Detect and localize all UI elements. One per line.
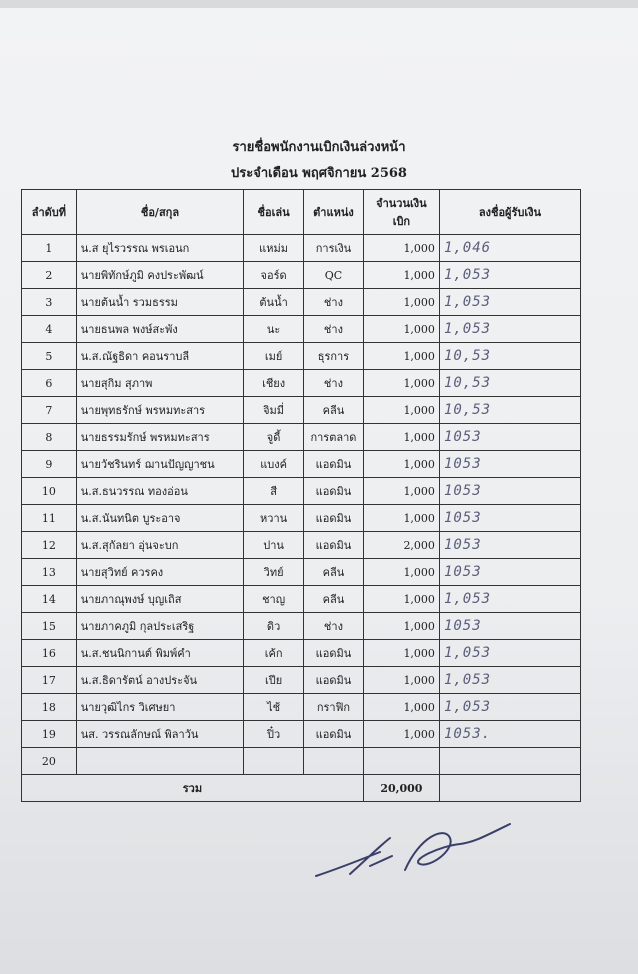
row-number: 2: [22, 262, 77, 289]
employee-name: น.ส.ธิดารัตน์ อางประจัน: [76, 667, 243, 694]
employee-name: น.ส.สุกัลยา อุ่นจะบก: [76, 532, 243, 559]
row-number: 17: [22, 667, 77, 694]
advance-amount: [363, 748, 439, 775]
employee-nickname: หวาน: [244, 505, 304, 532]
employee-name: น.ส.ณัฐธิดา คอนราบลี: [76, 343, 243, 370]
employee-position: แอดมิน: [304, 532, 364, 559]
recipient-signature: 1,053: [439, 694, 580, 721]
row-number: 5: [22, 343, 77, 370]
employee-nickname: วิทย์: [244, 559, 304, 586]
recipient-signature: 10,53: [439, 343, 580, 370]
employee-name: นายวัชรินทร์ ฌานปัญญาชน: [76, 451, 243, 478]
recipient-signature: 1,053: [439, 586, 580, 613]
advance-amount: 1,000: [363, 586, 439, 613]
employee-name: น.ส.ธนวรรณ ทองอ่อน: [76, 478, 243, 505]
employee-position: แอดมิน: [304, 478, 364, 505]
employee-nickname: จิมมี่: [244, 397, 304, 424]
advance-amount: 1,000: [363, 424, 439, 451]
table-row: [22, 559, 581, 586]
recipient-signature: 1053: [439, 478, 580, 505]
employee-position: การเงิน: [304, 235, 364, 262]
advance-amount: 1,000: [363, 613, 439, 640]
employee-nickname: เมย์: [244, 343, 304, 370]
employee-position: คลีน: [304, 586, 364, 613]
header-nickname: ชื่อเล่น: [244, 190, 304, 235]
employee-nickname: สี: [244, 478, 304, 505]
row-number: 6: [22, 370, 77, 397]
advance-amount: 1,000: [363, 694, 439, 721]
employee-position: QC: [304, 262, 364, 289]
recipient-signature: [439, 748, 580, 775]
advance-amount: 1,000: [363, 451, 439, 478]
employee-position: แอดมิน: [304, 451, 364, 478]
row-number: 3: [22, 289, 77, 316]
table-row: [22, 262, 581, 289]
employee-name: นายวุฒิไกร วิเศษยา: [76, 694, 243, 721]
employee-position: ช่าง: [304, 613, 364, 640]
advance-amount: 1,000: [363, 667, 439, 694]
row-number: 20: [22, 748, 77, 775]
table-row: [22, 586, 581, 613]
employee-nickname: เชียง: [244, 370, 304, 397]
table-row: [22, 424, 581, 451]
table-row: [22, 451, 581, 478]
recipient-signature: 1053: [439, 505, 580, 532]
table-row: [22, 694, 581, 721]
table-row: [22, 478, 581, 505]
table-row: [22, 721, 581, 748]
employee-nickname: ต้นน้ำ: [244, 289, 304, 316]
table-row: [22, 397, 581, 424]
recipient-signature: 10,53: [439, 370, 580, 397]
row-number: 8: [22, 424, 77, 451]
recipient-signature: 1,053: [439, 640, 580, 667]
table-row: [22, 748, 581, 775]
table-row: [22, 235, 581, 262]
table-row: [22, 613, 581, 640]
employee-name: นายสุวิทย์ ควรคง: [76, 559, 243, 586]
employee-nickname: ชาญ: [244, 586, 304, 613]
employee-position: แอดมิน: [304, 721, 364, 748]
row-number: 9: [22, 451, 77, 478]
total-row: [22, 775, 581, 802]
employee-nickname: [244, 748, 304, 775]
document-title: รายชื่อพนักงานเบิกเงินล่วงหน้า: [232, 140, 406, 155]
employee-position: ช่าง: [304, 370, 364, 397]
employee-nickname: ปิ๋ว: [244, 721, 304, 748]
employee-position: คลีน: [304, 559, 364, 586]
table-row: [22, 289, 581, 316]
employee-name: นายสุกิม สุภาพ: [76, 370, 243, 397]
total-amount: 20,000: [363, 775, 439, 802]
employee-position: [304, 748, 364, 775]
recipient-signature: 1053: [439, 559, 580, 586]
header-position: ตำแหน่ง: [304, 190, 364, 235]
table-row: [22, 343, 581, 370]
employee-name: นายธนพล พงษ์สะพัง: [76, 316, 243, 343]
header-amount: จำนวนเงินเบิก: [363, 190, 439, 235]
employee-nickname: แหม่ม: [244, 235, 304, 262]
recipient-signature: 1,053: [439, 262, 580, 289]
advance-amount: 1,000: [363, 721, 439, 748]
paper-sheet: [0, 8, 638, 974]
employee-name: น.ส.นันทนิต บูระอาจ: [76, 505, 243, 532]
advance-amount: 1,000: [363, 289, 439, 316]
total-signature-cell: [439, 775, 580, 802]
recipient-signature: 1,053: [439, 289, 580, 316]
advance-amount: 2,000: [363, 532, 439, 559]
header-name: ชื่อ/สกุล: [76, 190, 243, 235]
recipient-signature: 1053: [439, 532, 580, 559]
recipient-signature: 1,046: [439, 235, 580, 262]
employee-name: นายภาณุพงษ์ บุญเถิส: [76, 586, 243, 613]
employee-position: ธุรการ: [304, 343, 364, 370]
row-number: 12: [22, 532, 77, 559]
employee-name: น.ส.ชนนิกานต์ พิมพ์คำ: [76, 640, 243, 667]
row-number: 1: [22, 235, 77, 262]
row-number: 14: [22, 586, 77, 613]
employee-position: คลีน: [304, 397, 364, 424]
employee-name: นายภาคภูมิ กุลประเสริฐ: [76, 613, 243, 640]
employee-name: นส. วรรณลักษณ์ พิลาวัน: [76, 721, 243, 748]
employee-position: การตลาด: [304, 424, 364, 451]
advance-amount: 1,000: [363, 343, 439, 370]
recipient-signature: 1053.: [439, 721, 580, 748]
row-number: 7: [22, 397, 77, 424]
advance-amount: 1,000: [363, 640, 439, 667]
row-number: 16: [22, 640, 77, 667]
employee-name: นายธรรมรักษ์ พรหมทะสาร: [76, 424, 243, 451]
header-signature: ลงชื่อผู้รับเงิน: [439, 190, 580, 235]
employee-name: นายพุทธรักษ์ พรหมทะสาร: [76, 397, 243, 424]
employee-nickname: ดิว: [244, 613, 304, 640]
header-no: ลำดับที่: [22, 190, 77, 235]
table-row: [22, 370, 581, 397]
employee-name: [76, 748, 243, 775]
row-number: 15: [22, 613, 77, 640]
table-row: [22, 640, 581, 667]
employee-name: นายต้นน้ำ รวมธรรม: [76, 289, 243, 316]
row-number: 19: [22, 721, 77, 748]
advance-amount: 1,000: [363, 370, 439, 397]
table-row: [22, 505, 581, 532]
table-row: [22, 316, 581, 343]
row-number: 10: [22, 478, 77, 505]
recipient-signature: 10,53: [439, 397, 580, 424]
employee-position: ช่าง: [304, 316, 364, 343]
employee-name: น.ส ยุไรวรรณ พรเอนก: [76, 235, 243, 262]
employee-position: แอดมิน: [304, 640, 364, 667]
employee-position: แอดมิน: [304, 667, 364, 694]
employee-nickname: แบงค์: [244, 451, 304, 478]
advance-amount: 1,000: [363, 505, 439, 532]
row-number: 4: [22, 316, 77, 343]
recipient-signature: 1053: [439, 424, 580, 451]
table-row: [22, 667, 581, 694]
employee-nickname: เปีย: [244, 667, 304, 694]
advance-payment-table: [21, 189, 581, 802]
recipient-signature: 1,053: [439, 316, 580, 343]
advance-amount: 1,000: [363, 262, 439, 289]
employee-nickname: ไช้: [244, 694, 304, 721]
employee-name: นายพิทักษ์ภูมิ คงประพัฒน์: [76, 262, 243, 289]
employee-nickname: นะ: [244, 316, 304, 343]
row-number: 11: [22, 505, 77, 532]
row-number: 13: [22, 559, 77, 586]
total-label: รวม: [22, 775, 364, 802]
employee-nickname: จูดี้: [244, 424, 304, 451]
document-subtitle: ประจำเดือน พฤศจิกายน 2568: [231, 166, 407, 181]
recipient-signature: 1053: [439, 613, 580, 640]
advance-amount: 1,000: [363, 478, 439, 505]
advance-amount: 1,000: [363, 559, 439, 586]
employee-position: แอดมิน: [304, 505, 364, 532]
table-row: [22, 532, 581, 559]
employee-position: ช่าง: [304, 289, 364, 316]
advance-amount: 1,000: [363, 235, 439, 262]
employee-nickname: เค้ก: [244, 640, 304, 667]
recipient-signature: 1,053: [439, 667, 580, 694]
advance-amount: 1,000: [363, 316, 439, 343]
header-row: [22, 190, 581, 235]
employee-position: กราฟิก: [304, 694, 364, 721]
employee-nickname: ปาน: [244, 532, 304, 559]
advance-amount: 1,000: [363, 397, 439, 424]
employee-nickname: จอร์ด: [244, 262, 304, 289]
recipient-signature: 1053: [439, 451, 580, 478]
row-number: 18: [22, 694, 77, 721]
handwritten-signature: [310, 816, 520, 886]
